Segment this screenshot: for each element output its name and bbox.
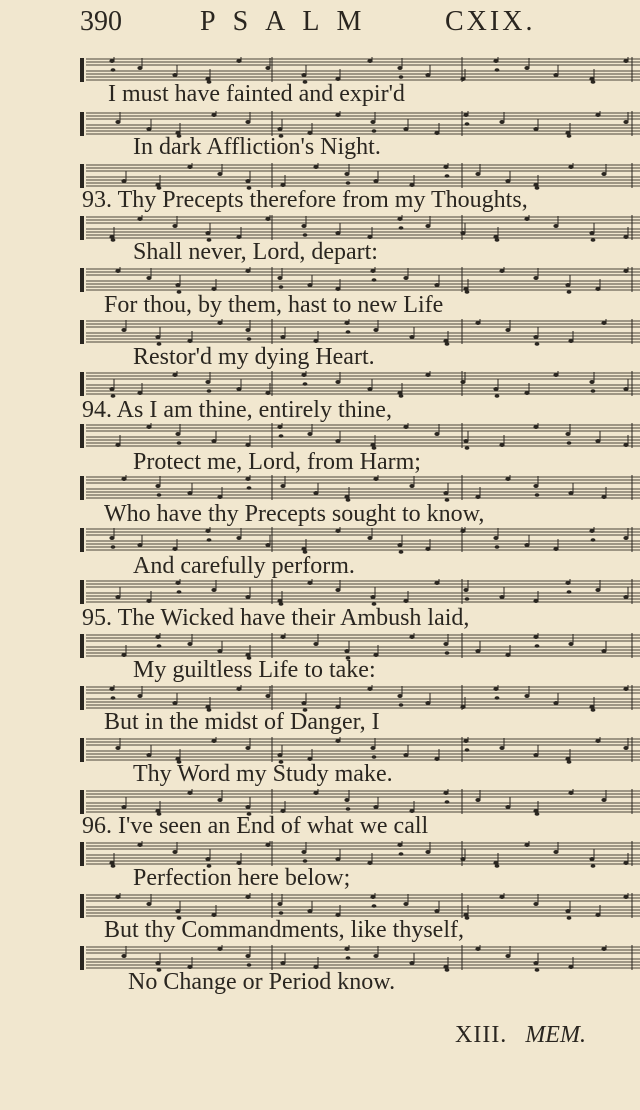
note-cluster <box>533 268 538 280</box>
note-cluster <box>623 528 628 540</box>
note-cluster <box>493 379 499 398</box>
note-cluster <box>245 738 250 750</box>
note-cluster <box>524 841 529 847</box>
lyric-line: But in the midst of Danger, I <box>104 709 380 735</box>
note-cluster <box>409 633 414 639</box>
note-cluster <box>397 686 403 707</box>
note-cluster <box>121 475 126 481</box>
note-cluster <box>370 738 376 759</box>
note-cluster <box>187 789 192 795</box>
note-cluster <box>277 894 283 915</box>
note-cluster <box>463 580 469 601</box>
note-cluster <box>115 267 120 273</box>
note-cluster <box>236 528 241 540</box>
note-cluster <box>403 268 408 280</box>
note-cluster <box>434 424 439 436</box>
note-cluster <box>499 112 504 124</box>
note-cluster <box>425 842 430 854</box>
lyric-line: I must have fainted and expir'd <box>108 81 405 107</box>
lyric-line: My guiltless Life to take: <box>133 657 376 683</box>
note-cluster <box>367 57 372 63</box>
note-cluster <box>172 216 177 228</box>
running-title: PSALM <box>200 6 379 37</box>
note-cluster <box>533 423 538 429</box>
note-cluster <box>211 737 216 743</box>
note-cluster <box>533 327 539 346</box>
note-cluster <box>623 57 628 63</box>
note-cluster <box>313 163 318 169</box>
note-cluster <box>146 268 151 280</box>
note-cluster <box>280 476 285 488</box>
note-cluster <box>172 371 177 377</box>
music-staff <box>72 318 640 346</box>
note-cluster <box>245 267 250 273</box>
note-cluster <box>187 634 192 646</box>
note-cluster <box>475 945 480 951</box>
note-cluster <box>553 371 558 377</box>
note-cluster <box>499 738 504 750</box>
note-cluster <box>277 268 283 289</box>
note-cluster <box>335 111 340 117</box>
note-cluster <box>146 894 151 906</box>
note-cluster <box>265 841 270 847</box>
note-cluster <box>425 216 430 228</box>
note-cluster <box>524 215 529 221</box>
note-cluster <box>568 789 573 795</box>
lyric-line: 96. I've seen an End of what we call <box>82 813 429 839</box>
note-cluster <box>313 634 318 646</box>
note-cluster <box>475 319 480 325</box>
note-cluster <box>601 790 606 802</box>
note-cluster <box>403 423 408 429</box>
music-staff <box>72 474 640 502</box>
note-cluster <box>623 738 628 750</box>
note-cluster <box>475 164 480 176</box>
note-cluster <box>172 842 177 854</box>
note-cluster <box>187 163 192 169</box>
note-cluster <box>236 57 241 63</box>
note-cluster <box>265 58 270 70</box>
note-cluster <box>121 946 126 958</box>
note-cluster <box>175 424 181 445</box>
note-cluster <box>589 372 595 393</box>
note-cluster <box>595 111 600 117</box>
lyric-line: But thy Commandments, like thyself, <box>104 917 464 943</box>
note-cluster <box>301 842 307 863</box>
note-cluster <box>568 634 573 646</box>
music-staff <box>72 370 640 398</box>
lyric-line: Restor'd my dying Heart. <box>133 344 375 370</box>
lyric-line: Thy Word my Study make. <box>133 761 393 787</box>
note-cluster <box>601 319 606 325</box>
music-staff <box>72 422 640 450</box>
running-header <box>0 6 640 40</box>
note-cluster <box>553 216 558 228</box>
lyric-line: For thou, by them, hast to new Life <box>104 292 444 318</box>
note-cluster <box>623 685 628 691</box>
note-cluster <box>601 945 606 951</box>
note-cluster <box>589 223 595 242</box>
note-cluster <box>335 372 340 384</box>
note-cluster <box>533 894 538 906</box>
note-cluster <box>434 579 439 585</box>
lyric-line: No Change or Period know. <box>128 969 396 995</box>
note-cluster <box>533 953 539 972</box>
note-cluster <box>403 894 408 906</box>
note-cluster <box>505 475 510 481</box>
lyric-line: And carefully perform. <box>133 553 355 579</box>
note-cluster <box>211 111 216 117</box>
music-staff <box>72 266 640 294</box>
lyric-line: Shall never, Lord, depart: <box>133 239 378 265</box>
lyric-line: 95. The Wicked have their Ambush laid, <box>82 605 470 631</box>
note-cluster <box>245 946 251 967</box>
note-cluster <box>409 476 414 488</box>
note-cluster <box>245 112 250 124</box>
note-cluster <box>370 112 376 133</box>
note-cluster <box>568 163 573 169</box>
note-cluster <box>524 58 529 70</box>
lyric-line: In dark Affliction's Night. <box>133 134 381 160</box>
note-cluster <box>344 790 350 811</box>
note-cluster <box>301 216 307 237</box>
note-cluster <box>623 893 628 899</box>
note-cluster <box>623 112 628 124</box>
note-cluster <box>565 275 571 294</box>
note-cluster <box>460 372 465 384</box>
note-cluster <box>155 476 161 497</box>
lyric-line: Who have thy Precepts sought to know, <box>104 501 485 527</box>
note-cluster <box>265 686 270 698</box>
lyric-line: 94. As I am thine, entirely thine, <box>82 397 392 423</box>
note-cluster <box>533 476 539 497</box>
psalm-number: CXIX. <box>445 6 536 37</box>
note-cluster <box>443 483 449 502</box>
note-cluster <box>335 737 340 743</box>
page-number: 390 <box>80 6 122 37</box>
note-cluster <box>499 267 504 273</box>
note-cluster <box>601 164 606 176</box>
note-cluster <box>245 893 250 899</box>
lyric-line: Perfection here below; <box>133 865 351 891</box>
note-cluster <box>137 841 142 847</box>
note-cluster <box>217 164 222 176</box>
note-cluster <box>595 737 600 743</box>
note-cluster <box>443 634 449 655</box>
note-cluster <box>115 893 120 899</box>
lyric-line: Protect me, Lord, from Harm; <box>133 449 421 475</box>
note-cluster <box>425 371 430 377</box>
note-cluster <box>236 685 241 691</box>
note-cluster <box>499 893 504 899</box>
note-cluster <box>463 431 469 450</box>
note-cluster <box>115 112 120 124</box>
note-cluster <box>245 320 251 341</box>
note-cluster <box>109 528 115 549</box>
note-cluster <box>121 320 126 332</box>
note-cluster <box>367 528 372 540</box>
note-cluster <box>109 379 115 398</box>
note-cluster <box>397 58 403 79</box>
note-cluster <box>344 164 350 185</box>
lyric-line: 93. Thy Precepts therefore from my Thoughts, <box>82 187 528 213</box>
section-heading: MEM. <box>525 1022 586 1048</box>
note-cluster <box>313 789 318 795</box>
note-cluster <box>397 535 403 554</box>
note-cluster <box>211 580 216 592</box>
note-cluster <box>565 424 571 445</box>
note-cluster <box>217 945 222 951</box>
note-cluster <box>589 849 595 868</box>
section-number: XIII. <box>455 1022 508 1048</box>
note-cluster <box>373 320 378 332</box>
note-cluster <box>553 842 558 854</box>
note-cluster <box>493 528 499 549</box>
music-staff <box>72 526 640 554</box>
section-footer <box>455 1022 586 1049</box>
note-cluster <box>205 372 211 393</box>
note-cluster <box>137 215 142 221</box>
note-cluster <box>137 686 142 698</box>
note-cluster <box>475 790 480 802</box>
music-staff <box>72 578 640 606</box>
note-cluster <box>115 738 120 750</box>
note-cluster <box>595 580 600 592</box>
note-cluster <box>505 946 510 958</box>
note-cluster <box>524 686 529 698</box>
note-cluster <box>280 633 285 639</box>
note-cluster <box>370 587 376 606</box>
note-cluster <box>565 901 571 920</box>
note-cluster <box>137 58 142 70</box>
note-cluster <box>367 685 372 691</box>
note-cluster <box>217 790 222 802</box>
note-cluster <box>335 580 340 592</box>
note-cluster <box>373 946 378 958</box>
note-cluster <box>217 319 222 325</box>
note-cluster <box>623 267 628 273</box>
note-cluster <box>505 320 510 332</box>
note-cluster <box>307 424 312 436</box>
note-cluster <box>265 215 270 221</box>
